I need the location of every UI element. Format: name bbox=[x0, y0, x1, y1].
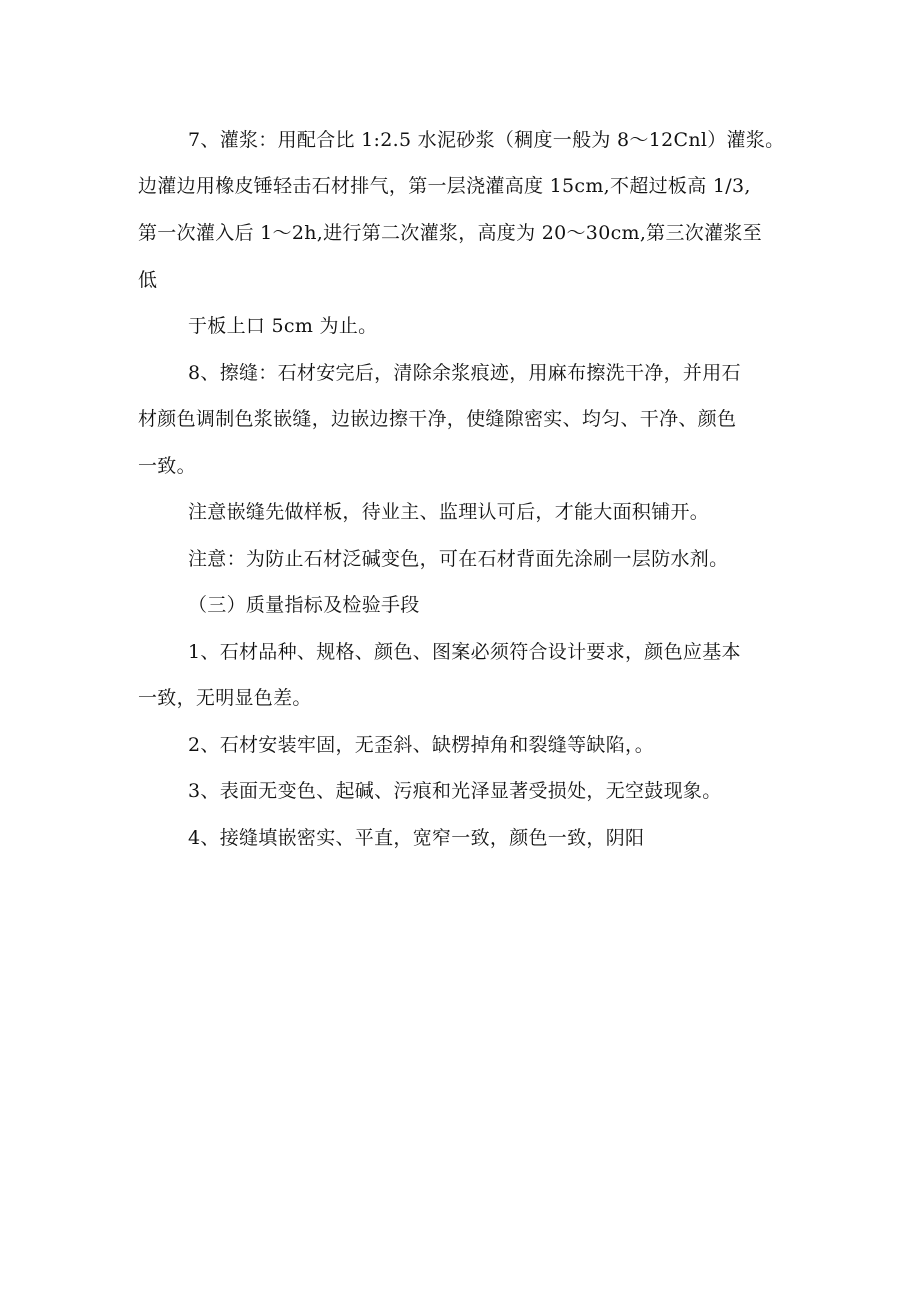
section-heading: （三）质量指标及检验手段 bbox=[188, 594, 420, 616]
paragraph-line: 1、石材品种、规格、颜色、图案必须符合设计要求，颜色应基本 bbox=[188, 641, 741, 663]
paragraph-line: 8、擦缝：石材安完后，清除余浆痕迹，用麻布擦洗干净，并用石 bbox=[188, 362, 741, 384]
paragraph-line: 第一次灌入后 1～2h,进行第二次灌浆，高度为 20～30cm,第三次灌浆至 bbox=[138, 222, 762, 244]
paragraph-line: 材颜色调制色浆嵌缝，边嵌边擦干净，使缝隙密实、均匀、干净、颜色 bbox=[138, 408, 737, 430]
paragraph-line: 低 bbox=[138, 269, 158, 291]
paragraph-line: 注意：为防止石材泛碱变色，可在石材背面先涂刷一层防水剂。 bbox=[188, 548, 729, 570]
paragraph-line: 7、灌浆：用配合比 1:2.5 水泥砂浆（稠度一般为 8～12Cnl）灌浆。 bbox=[188, 129, 785, 151]
paragraph-line: 3、表面无变色、起碱、污痕和光泽显著受损处，无空鼓现象。 bbox=[188, 780, 722, 802]
paragraph-line: 注意嵌缝先做样板，待业主、监理认可后，才能大面积铺开。 bbox=[188, 501, 710, 523]
paragraph-line: 于板上口 5cm 为止。 bbox=[188, 315, 378, 337]
paragraph-line: 一致，无明显色差。 bbox=[138, 687, 312, 709]
paragraph-line: 4、接缝填嵌密实、平直，宽窄一致，颜色一致，阴阳 bbox=[188, 827, 645, 849]
paragraph-line: 2、石材安装牢固，无歪斜、缺楞掉角和裂缝等缺陷，。 bbox=[188, 734, 655, 756]
paragraph-line: 边灌边用橡皮锤轻击石材排气，第一层浇灌高度 15cm,不超过板高 1/3, bbox=[138, 175, 751, 197]
paragraph-line: 一致。 bbox=[138, 455, 196, 477]
